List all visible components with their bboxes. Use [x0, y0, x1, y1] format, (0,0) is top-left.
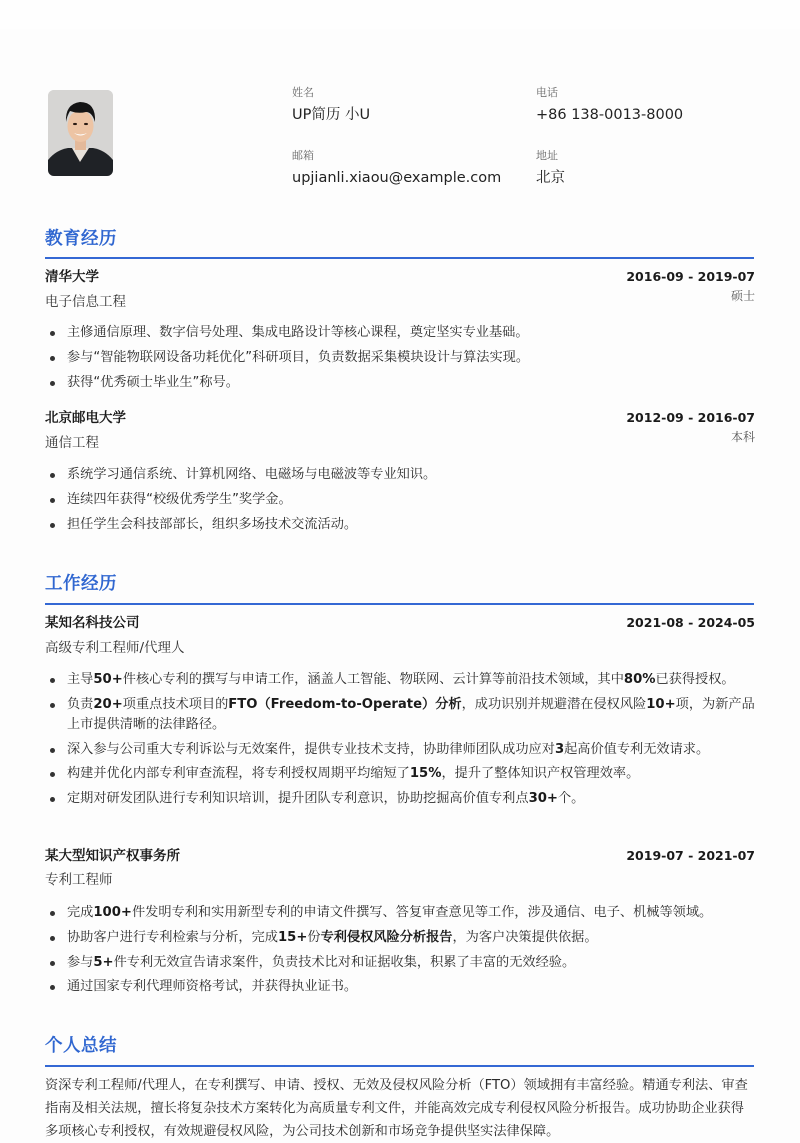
list-item	[45, 670, 757, 690]
highlight-text: 50+	[93, 672, 123, 687]
bullet-list	[45, 465, 757, 539]
text-run: 件专利无效宣告请求案件，负责技术比对和证据收集，积累了丰富的无效经验。	[113, 954, 576, 970]
text-run: 完成	[67, 905, 94, 920]
email-value: upjianli.xiaou@example.com	[292, 170, 502, 186]
section-title-education: 教育经历	[45, 229, 117, 249]
highlight-text: 30+	[528, 791, 558, 807]
highlight-text: 3	[554, 741, 565, 757]
highlight-text: 专利侵权风险分析报告	[320, 929, 453, 945]
text-run: 主导	[67, 672, 94, 687]
phone-value: +86 138-0013-8000	[536, 107, 684, 123]
field-name	[292, 86, 370, 125]
date-range: 2016-09 - 2019-07	[626, 269, 755, 284]
bullet-list	[45, 903, 757, 1002]
major: 通信工程	[45, 435, 99, 451]
text-run: 件核心专利的撰写与申请工作，涵盖人工智能、物联网、云计算等前沿技术领域，其中	[122, 672, 624, 687]
school-name: 清华大学	[45, 269, 99, 285]
highlight-text: 10+	[646, 696, 676, 712]
text-run: 项重点技术项目的	[122, 696, 229, 712]
list-item	[45, 953, 757, 973]
summary-text: 资深专利工程师/代理人，在专利撰写、申请、授权、无效及侵权风险分析（FTO）领域拥有丰富经验。精通专利法、审查指南及相关法规，擅长将复杂技术方案转化为高质量专利文件，并能高效完成专利侵权风险分析报告。成功协助企业获得多项核心专利授权，有效规避侵权风险，为公司技术创新和市场竞争提供坚实法律保障。	[45, 1078, 748, 1139]
text-run: 构建并优化内部专利审查流程，将专利授权周期平均缩短了	[67, 766, 410, 782]
highlight-text: 20+	[93, 696, 123, 712]
list-item	[45, 695, 757, 735]
text-run: 份	[307, 929, 321, 945]
highlight-text: FTO（Freedom-to-Operate）分析	[228, 696, 462, 712]
text-run: 定期对研发团队进行专利知识培训，提升团队专利意识，协助挖掘高价值专利点	[67, 791, 529, 807]
section-title-work: 工作经历	[45, 574, 117, 594]
highlight-text: 80%	[623, 672, 656, 687]
text-run: 参与	[67, 954, 94, 970]
text-run: 已获得授权。	[655, 672, 735, 687]
section-divider	[45, 1065, 754, 1067]
highlight-text: 100+	[93, 905, 132, 920]
text-run: ，成功识别并规避潜在侵权风险	[461, 696, 647, 712]
section-title-summary: 个人总结	[45, 1036, 117, 1056]
text-run: 起高价值专利无效请求。	[564, 741, 710, 757]
list-item	[45, 740, 757, 760]
job-role: 专利工程师	[45, 872, 113, 888]
list-item: 主修通信原理、数字信号处理、集成电路设计等核心课程，奠定坚实专业基础。	[45, 323, 757, 343]
field-label: 姓名	[292, 86, 314, 99]
list-item	[45, 977, 757, 997]
field-label: 电话	[536, 86, 558, 99]
list-item: 担任学生会科技部部长，组织多场技术交流活动。	[45, 515, 757, 535]
address-value: 北京	[536, 170, 565, 186]
text-run: 件发明专利和实用新型专利的申请文件撰写、答复审查意见等工作，涉及通信、电子、机械等领域。	[131, 905, 713, 920]
list-item	[45, 764, 757, 784]
text-run: 深入参与公司重大专利诉讼与无效案件，提供专业技术支持，协助律师团队成功应对	[67, 741, 555, 757]
highlight-text: 15+	[278, 929, 308, 945]
field-label: 地址	[536, 149, 558, 162]
job-role: 高级专利工程师/代理人	[45, 640, 185, 656]
degree: 本科	[730, 430, 755, 444]
date-range: 2012-09 - 2016-07	[626, 410, 755, 425]
name-value: UP简历 小U	[292, 107, 371, 123]
date-range: 2021-08 - 2024-05	[626, 615, 755, 630]
list-item: 连续四年获得“校级优秀学生”奖学金。	[45, 490, 757, 510]
list-item	[45, 903, 757, 923]
profile-photo	[48, 90, 113, 176]
text-run: ，提升了整体知识产权管理效率。	[441, 766, 640, 782]
text-run: ，为客户决策提供依据。	[452, 929, 598, 945]
field-label: 邮箱	[292, 149, 314, 162]
text-run: 负责	[67, 696, 94, 712]
text-run: 个。	[557, 791, 585, 807]
text-run: 项，为新产品上市提供清晰的法律路径。	[67, 696, 755, 732]
company-name: 某知名科技公司	[45, 615, 140, 631]
list-item: 获得“优秀硕士毕业生”称号。	[45, 373, 757, 393]
list-item: 参与“智能物联网设备功耗优化”科研项目，负责数据采集模块设计与算法实现。	[45, 348, 757, 368]
list-item	[45, 928, 757, 948]
bullet-list	[45, 323, 757, 397]
highlight-text: 5+	[93, 954, 114, 970]
avatar-icon	[48, 90, 113, 176]
highlight-text: 15%	[409, 766, 442, 782]
major: 电子信息工程	[45, 294, 126, 310]
section-divider	[45, 603, 754, 605]
school-name: 北京邮电大学	[45, 410, 126, 426]
list-item	[45, 789, 757, 809]
bullet-list	[45, 670, 757, 814]
section-divider	[45, 257, 754, 259]
company-name: 某大型知识产权事务所	[45, 848, 180, 864]
degree: 硕士	[730, 289, 755, 303]
field-phone	[536, 86, 683, 125]
list-item: 系统学习通信系统、计算机网络、电磁场与电磁波等专业知识。	[45, 465, 757, 485]
field-email	[292, 149, 501, 188]
text-run: 协助客户进行专利检索与分析，完成	[67, 929, 278, 945]
text-run: 通过国家专利代理师资格考试，并获得执业证书。	[67, 979, 358, 995]
date-range: 2019-07 - 2021-07	[626, 848, 755, 863]
field-address	[536, 149, 565, 188]
